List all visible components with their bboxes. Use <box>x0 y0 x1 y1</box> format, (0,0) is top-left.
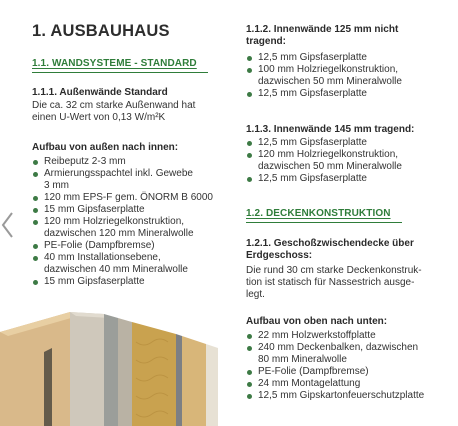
list-item-line: 80 mm Mineralwolle <box>258 354 347 365</box>
list-item <box>32 168 232 192</box>
text-line: Die rund 30 cm starke Deckenkonstruk- <box>246 265 422 276</box>
list-item <box>246 137 451 149</box>
list-item <box>246 390 454 402</box>
list-item-line: 120 mm Holzriegelkonstruktion, <box>44 216 185 227</box>
chevron-left-icon[interactable] <box>0 210 16 240</box>
section-link-deckenkonstruktion[interactable]: 1.2. DECKENKONSTRUKTION <box>246 208 391 219</box>
text-line: legt. <box>246 289 265 300</box>
list-item <box>246 149 451 173</box>
list-item-line: 15 mm Gipsfaserplatte <box>44 204 145 215</box>
section-divider <box>32 72 208 73</box>
list-item-line: 24 mm Montagelattung <box>258 378 361 389</box>
list-item <box>32 276 232 288</box>
list-item <box>246 378 454 390</box>
wall125-layer-list <box>246 52 451 100</box>
outer-wall-heading: 1.1.1. Außenwände Standard <box>32 87 168 98</box>
text-line: einen U-Wert von 0,13 W/m²K <box>32 112 166 123</box>
text-line: tion ist statisch für Nassestrich ausge- <box>246 277 415 288</box>
page-title: 1. AUSBAUHAUS <box>32 22 170 40</box>
outer-wall-layer-list <box>32 156 232 288</box>
wall-cross-section-illustration <box>0 312 240 426</box>
heading-line: 1.2.1. Geschoßzwischendecke über <box>246 238 414 249</box>
list-item-line: PE-Folie (Dampfbremse) <box>44 240 155 251</box>
list-item-line: dazwischen 120 mm Mineralwolle <box>44 228 194 239</box>
list-item <box>246 52 451 64</box>
list-item-line: 12,5 mm Gipsfaserplatte <box>258 52 367 63</box>
list-item-line: 12,5 mm Gipskartonfeuerschutzplatte <box>258 390 425 401</box>
list-item-line: 15 mm Gipsfaserplatte <box>44 276 145 287</box>
list-item-line: 12,5 mm Gipsfaserplatte <box>258 173 367 184</box>
list-item-line: Reibeputz 2-3 mm <box>44 156 126 167</box>
ceiling-heading <box>246 238 414 262</box>
list-item-line: 120 mm EPS-F gem. ÖNORM B 6000 <box>44 192 213 203</box>
section-divider <box>246 222 402 223</box>
list-item-line: PE-Folie (Dampfbremse) <box>258 366 369 377</box>
list-item <box>246 64 451 88</box>
list-item <box>32 216 232 240</box>
wall125-heading <box>246 24 398 48</box>
ceiling-layer-list <box>246 330 454 402</box>
list-item-line: 40 mm Installationsebene, <box>44 252 161 263</box>
list-item <box>246 88 451 100</box>
list-item <box>32 204 232 216</box>
list-item-line: 12,5 mm Gipsfaserplatte <box>258 137 367 148</box>
ceiling-description <box>246 265 422 301</box>
list-item <box>246 330 454 342</box>
list-item-line: 120 mm Holzriegelkonstruktion, <box>258 149 399 160</box>
section-link-wandsysteme[interactable]: 1.1. WANDSYSTEME - STANDARD <box>32 58 197 69</box>
list-item-line: dazwischen 40 mm Mineralwolle <box>44 264 188 275</box>
list-item-line: dazwischen 50 mm Mineralwolle <box>258 161 402 172</box>
list-item-line: 240 mm Deckenbalken, dazwischen <box>258 342 419 353</box>
wall145-layer-list <box>246 137 451 185</box>
text-line: Die ca. 32 cm starke Außenwand hat <box>32 100 196 111</box>
heading-line: 1.1.2. Innenwände 125 mm nicht <box>246 24 399 35</box>
list-item <box>32 252 232 276</box>
list-item <box>246 173 451 185</box>
list-item-line: 12,5 mm Gipsfaserplatte <box>258 88 367 99</box>
list-item-line: 100 mm Holzriegelkonstruktion, <box>258 64 399 75</box>
list-item <box>32 240 232 252</box>
list-item <box>32 156 232 168</box>
list-item-line: Armierungsspachtel inkl. Gewebe <box>44 168 193 179</box>
outer-wall-description <box>32 100 195 124</box>
heading-line: Erdgeschoss: <box>246 250 313 261</box>
list-item <box>246 366 454 378</box>
wall145-heading: 1.1.3. Innenwände 145 mm tragend: <box>246 124 415 135</box>
list-item-line: 22 mm Holzwerkstoffplatte <box>258 330 376 341</box>
ceiling-layers-heading: Aufbau von oben nach unten: <box>246 316 388 327</box>
list-item <box>32 192 232 204</box>
layers-heading: Aufbau von außen nach innen: <box>32 142 179 153</box>
list-item-line: dazwischen 50 mm Mineralwolle <box>258 76 402 87</box>
list-item <box>246 342 454 366</box>
list-item-line: 3 mm <box>44 180 69 191</box>
heading-line: tragend: <box>246 36 286 47</box>
